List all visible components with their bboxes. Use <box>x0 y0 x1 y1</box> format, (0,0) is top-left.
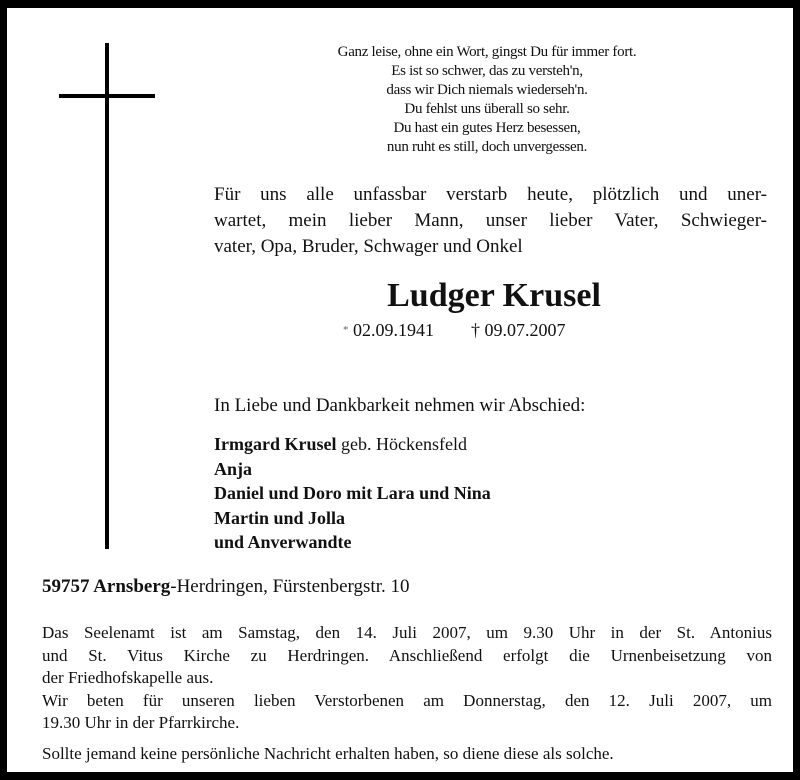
address-street: -Herdringen, Fürstenbergstr. 10 <box>170 576 410 597</box>
family-member <box>214 432 491 457</box>
poem-line: dass wir Dich niemals wiederseh'n. <box>386 82 588 98</box>
widow-name: Irmgard Krusel <box>214 434 337 454</box>
intro-line: wartet, mein lieber Mann, unser lieber Vater, Schwieger- <box>214 210 767 231</box>
widow-maiden-name: geb. Höckensfeld <box>340 434 467 454</box>
poem-line: Ganz leise, ohne ein Wort, gingst Du für immer fort. <box>337 44 637 60</box>
cross-icon-bar <box>59 94 155 98</box>
address <box>42 574 409 600</box>
intro-line: Für uns alle unfassbar verstarb heute, plötzlich und uner- <box>214 184 767 205</box>
service-info <box>42 622 772 735</box>
poem-line: Du fehlst uns überall so sehr. <box>404 101 570 117</box>
farewell-text: In Liebe und Dankbarkeit nehmen wir Abschied: <box>214 395 586 416</box>
life-dates <box>343 318 566 342</box>
death-cross-icon: † <box>471 320 480 340</box>
intro-line: vater, Opa, Bruder, Schwager und Onkel <box>214 236 523 257</box>
closing-note: Sollte jemand keine persönliche Nachricht erhalten haben, so diene diese als solche. <box>42 744 614 763</box>
service-line: und St. Vitus Kirche zu Herdringen. Anschließend erfolgt die Urnenbeisetzung von <box>42 645 772 665</box>
poem <box>297 43 677 157</box>
birth-star-icon: * <box>343 324 349 336</box>
obituary-notice <box>7 8 793 772</box>
service-line: Das Seelenamt ist am Samstag, den 14. Juli 2007, um 9.30 Uhr in der St. Antonius <box>42 623 772 642</box>
family-member: und Anverwandte <box>214 532 352 552</box>
cross-icon <box>105 43 109 549</box>
address-city: 59757 Arnsberg <box>42 576 171 597</box>
family-list <box>214 432 491 555</box>
service-line: 19.30 Uhr in der Pfarrkirche. <box>42 713 240 732</box>
family-member: Martin und Jolla <box>214 507 346 528</box>
service-line: der Friedhofskapelle aus. <box>42 668 214 687</box>
intro-text <box>214 182 767 260</box>
poem-line: Du hast ein gutes Herz besessen, <box>393 120 581 136</box>
death-date: 09.07.2007 <box>484 320 566 340</box>
family-member: Daniel und Doro mit Lara und Nina <box>214 483 491 503</box>
family-member: Anja <box>214 458 253 479</box>
deceased-name: Ludger Krusel <box>387 277 601 314</box>
poem-line: nun ruht es still, doch unvergessen. <box>386 139 588 155</box>
birth-date: 02.09.1941 <box>353 320 434 340</box>
service-line: Wir beten für unseren lieben Verstorbenen am Donnerstag, den 12. Juli 2007, um <box>42 690 772 710</box>
poem-line: Es ist so schwer, das zu versteh'n, <box>391 63 583 79</box>
